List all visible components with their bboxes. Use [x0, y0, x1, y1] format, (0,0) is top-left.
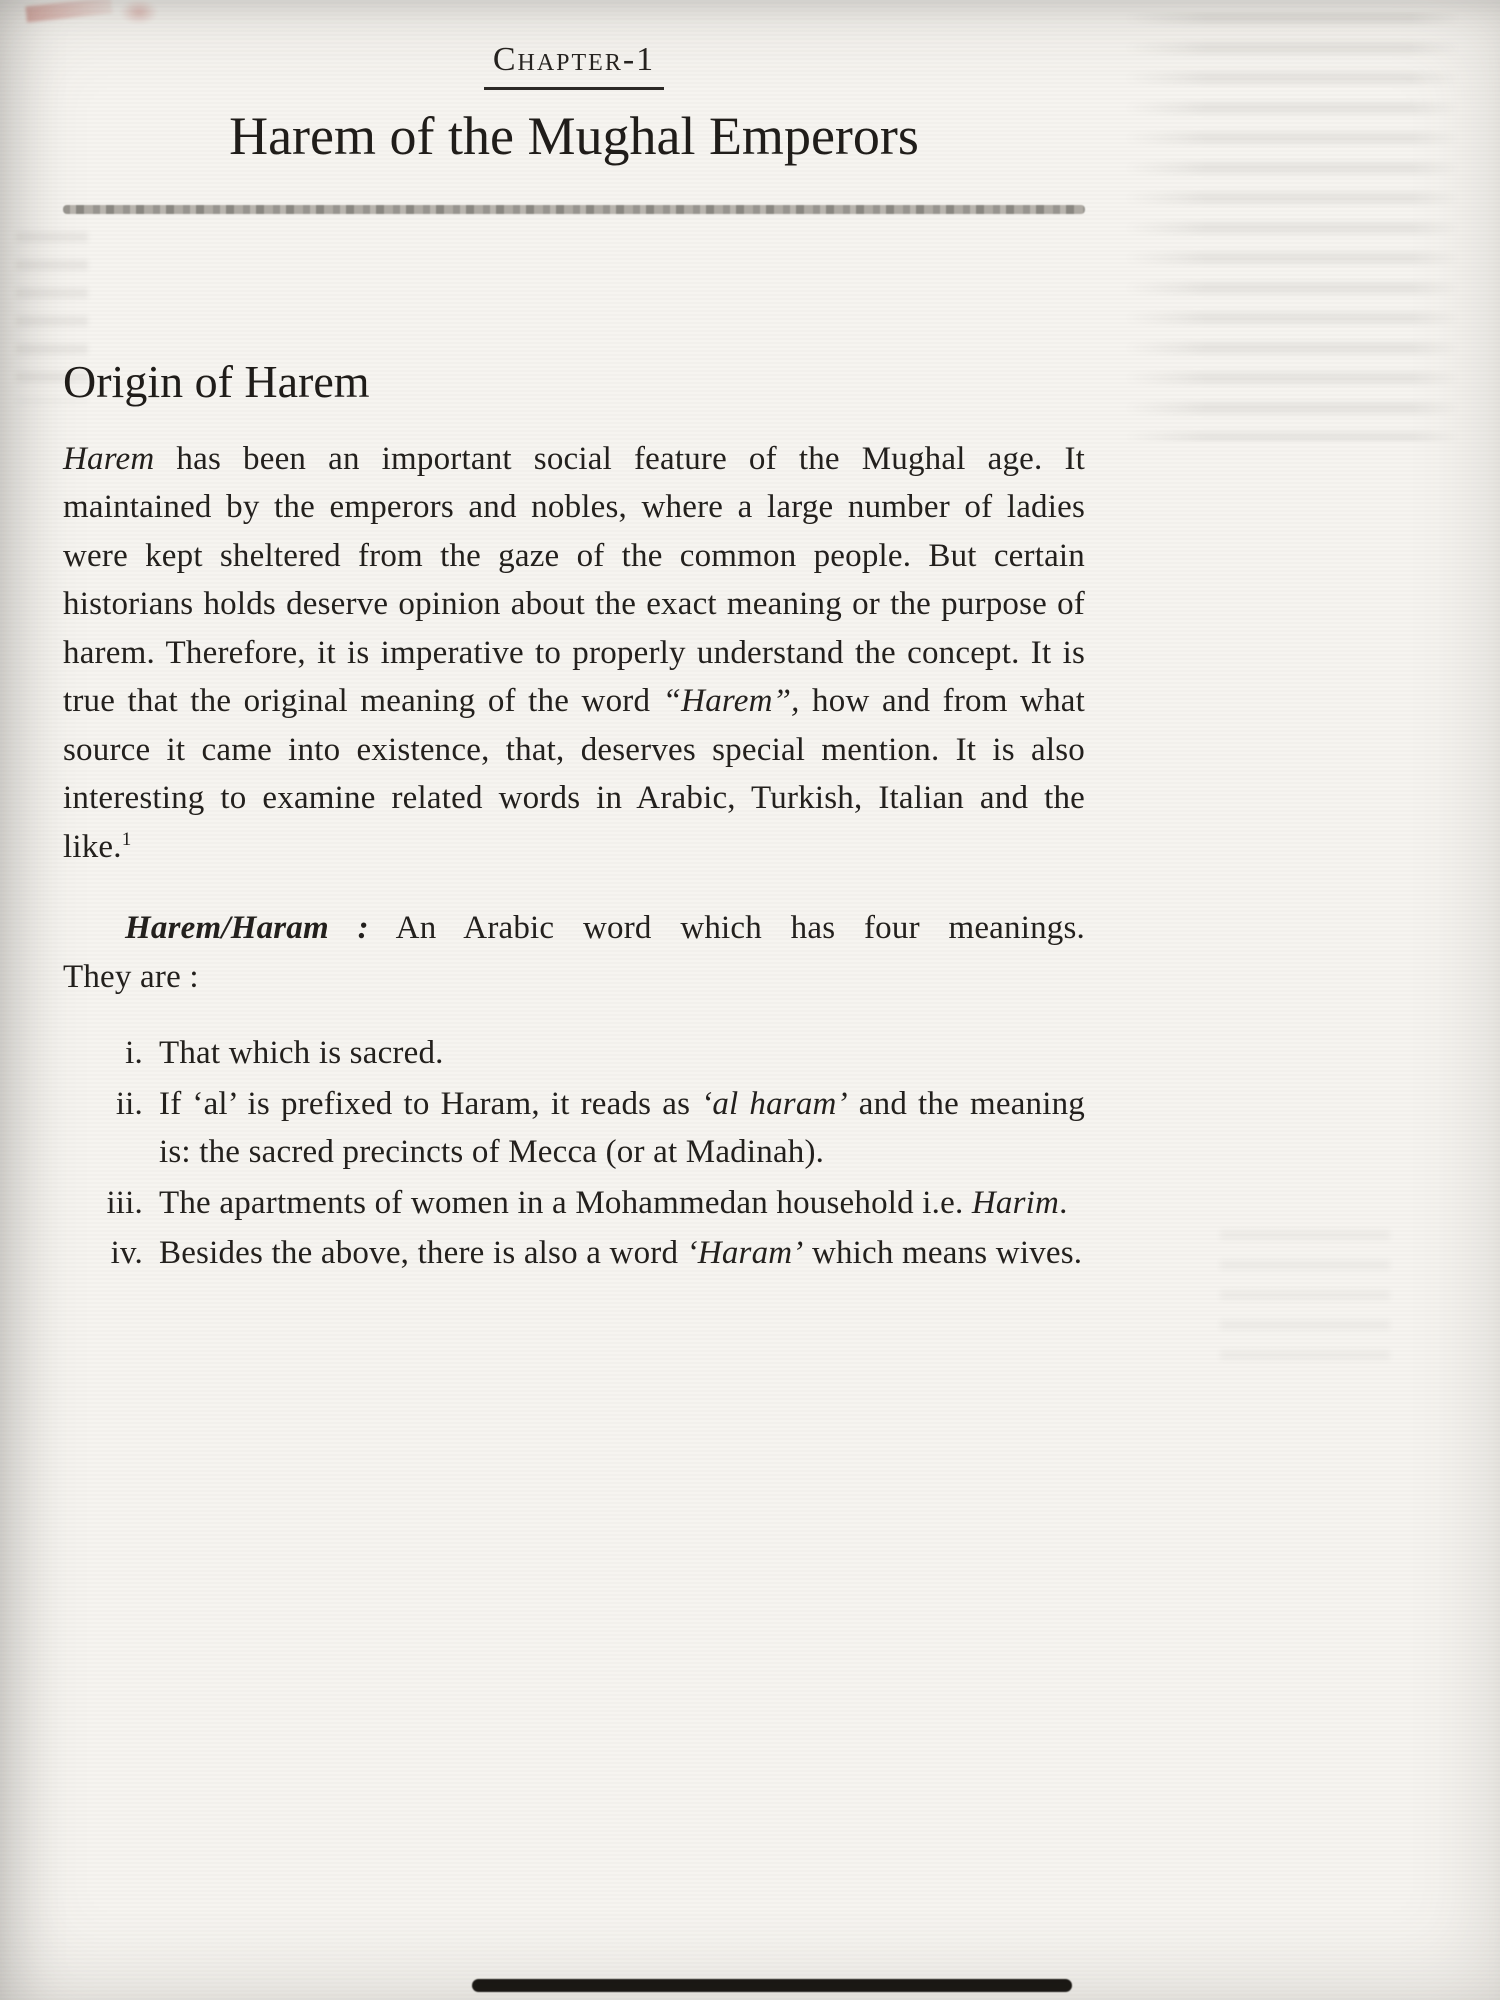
paragraph-text: has been an important social feature of the Mughal age. It maintained by the emperors and nobles, where a large number of ladies were kept sheltered from the gaze of the common people. But certain historians holds deserve opinion about the exact meaning or the purpose of harem. Therefore, it is imperative to properly understand the concept. It is true that the original meaning of the word: [63, 440, 1085, 720]
list-item: [63, 1080, 1085, 1177]
paragraph-text: how and from what source it came into existence, that, deserves special mention. It is also interesting to examine related words in Arabic, Turkish, Italian and the like.: [63, 683, 1085, 865]
list-item-text: [159, 1179, 1085, 1228]
definition-line: [63, 904, 1085, 953]
paragraph-text: An Arabic word which has four meanings.: [368, 910, 1085, 947]
text-bleedthrough-artifact: [1220, 1230, 1390, 1360]
chapter-underline: [484, 87, 664, 90]
list-italic-segment: Harim: [971, 1184, 1060, 1221]
paragraph-definition: [63, 904, 1085, 1001]
decorative-rule: [63, 205, 1085, 214]
section-heading: Origin of Harem: [63, 355, 370, 407]
text-bleedthrough-artifact: [1122, 12, 1462, 442]
list-item: [63, 1179, 1085, 1228]
footnote-ref: 1: [121, 828, 132, 850]
list-text-segment: .: [1059, 1184, 1068, 1221]
list-marker: iii.: [106, 1184, 143, 1221]
list-italic-segment: ‘al haram’: [701, 1085, 848, 1122]
italic-quoted-term: “Harem”,: [662, 683, 800, 720]
list-item-text: [159, 1229, 1085, 1278]
text-column: [63, 0, 1085, 1278]
chapter-label: Chapter-1: [492, 41, 656, 78]
list-marker: ii.: [115, 1085, 143, 1122]
list-item-text: [159, 1029, 1085, 1078]
list-text-segment: That which is sacred.: [159, 1035, 444, 1072]
list-text-segment: and the meaning is: the sacred precincts of Mecca (or at Madinah).: [159, 1085, 1086, 1171]
list-item: [63, 1029, 1085, 1078]
list-item-text: [159, 1080, 1085, 1177]
list-marker: i.: [125, 1035, 143, 1072]
meanings-list: [63, 1029, 1085, 1278]
list-text-segment: The apartments of women in a Mohammedan household i.e.: [159, 1184, 972, 1221]
italic-term: Harem: [63, 440, 155, 477]
list-text-segment: If ‘al’ is prefixed to Haram, it reads as: [159, 1085, 702, 1122]
list-text-segment: Besides the above, there is also a word: [159, 1235, 687, 1272]
list-marker: iv.: [110, 1235, 143, 1272]
bold-italic-term: Harem/Haram :: [125, 910, 369, 947]
list-italic-segment: ‘Haram’: [686, 1235, 804, 1272]
paragraph-origin: [63, 435, 1085, 872]
list-text-segment: which means wives.: [803, 1235, 1083, 1272]
page-title: Harem of the Mughal Emperors: [229, 105, 919, 166]
page-bottom-scan-shadow: [472, 1979, 1072, 1992]
definition-line: They are :: [63, 958, 199, 995]
list-item: [63, 1229, 1085, 1278]
